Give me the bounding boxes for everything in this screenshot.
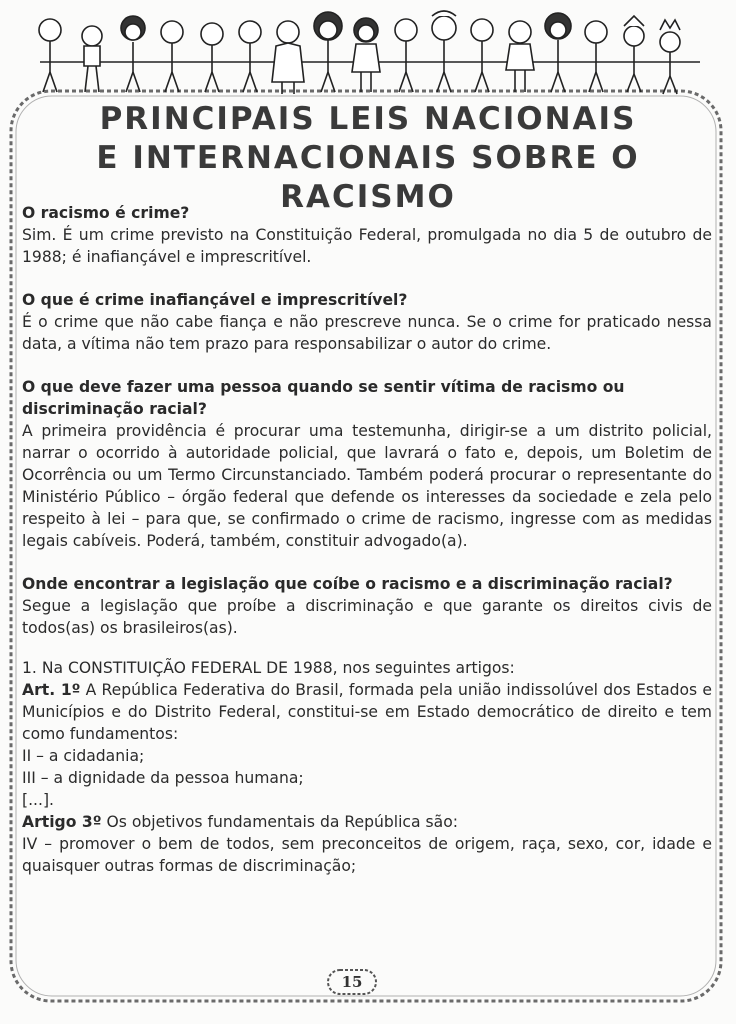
answer-4: Segue a legislação que proíbe a discriminação e que garante os direitos civis de todos(as) os brasileiros(as).	[22, 597, 712, 637]
document-body	[22, 202, 712, 877]
question-1: O racismo é crime?	[22, 204, 190, 222]
answer-2: É o crime que não cabe fiança e não prescreve nunca. Se o crime for praticado nessa data, a vítima não tem prazo para responsabilizar o autor do crime.	[22, 313, 712, 353]
answer-3: A primeira providência é procurar uma testemunha, dirigir-se a um distrito policial, narrar o ocorrido à autoridade policial, que lavrará o fato e, depois, um Boletim de Ocorrência ou um Termo Circunstanciado. Também poderá procurar o representante do Ministério Público – órgão federal que defende os interesses da sociedade e zela pelo respeito à lei – para que, se confirmado o crime de racismo, ingresse com as medidas legais cabíveis. Poderá, também, constituir advogado(a).	[22, 422, 712, 550]
title-line: E INTERNACIONAIS SOBRE O	[96, 140, 640, 176]
article-3	[22, 811, 712, 833]
children-holding-hands-illustration	[30, 2, 710, 100]
title-line: PRINCIPAIS LEIS NACIONAIS	[99, 101, 637, 137]
question-4: Onde encontrar a legislação que coíbe o racismo e a discriminação racial?	[22, 575, 673, 593]
title-line: RACISMO	[280, 179, 456, 215]
article-1-label: Art. 1º	[22, 681, 81, 699]
page-number: 15	[341, 973, 363, 991]
article-1-item: [...].	[22, 791, 54, 809]
article-3-text: Os objetivos fundamentais da República são:	[101, 813, 458, 831]
article-3-label: Artigo 3º	[22, 813, 102, 831]
answer-1: Sim. É um crime previsto na Constituição Federal, promulgada no dia 5 de outubro de 1988; é inafiançável e imprescritível.	[22, 226, 712, 266]
article-1	[22, 679, 712, 745]
article-3-item: IV – promover o bem de todos, sem preconceitos de origem, raça, sexo, cor, idade e quaisquer outras formas de discriminação;	[22, 835, 712, 875]
question-2: O que é crime inafiançável e imprescritível?	[22, 291, 408, 309]
article-1-text: A República Federativa do Brasil, formada pela união indissolúvel dos Estados e Municípios e do Distrito Federal, constitui-se em Estado democrático de direito e tem como fundamentos:	[22, 681, 712, 743]
article-1-item: II – a cidadania;	[22, 747, 145, 765]
question-3: O que deve fazer uma pessoa quando se sentir vítima de racismo ou discriminação racial?	[22, 378, 625, 418]
article-1-item: III – a dignidade da pessoa humana;	[22, 769, 304, 787]
page-title	[0, 100, 736, 217]
legislation-item-1: 1. Na CONSTITUIÇÃO FEDERAL DE 1988, nos seguintes artigos:	[22, 659, 515, 677]
